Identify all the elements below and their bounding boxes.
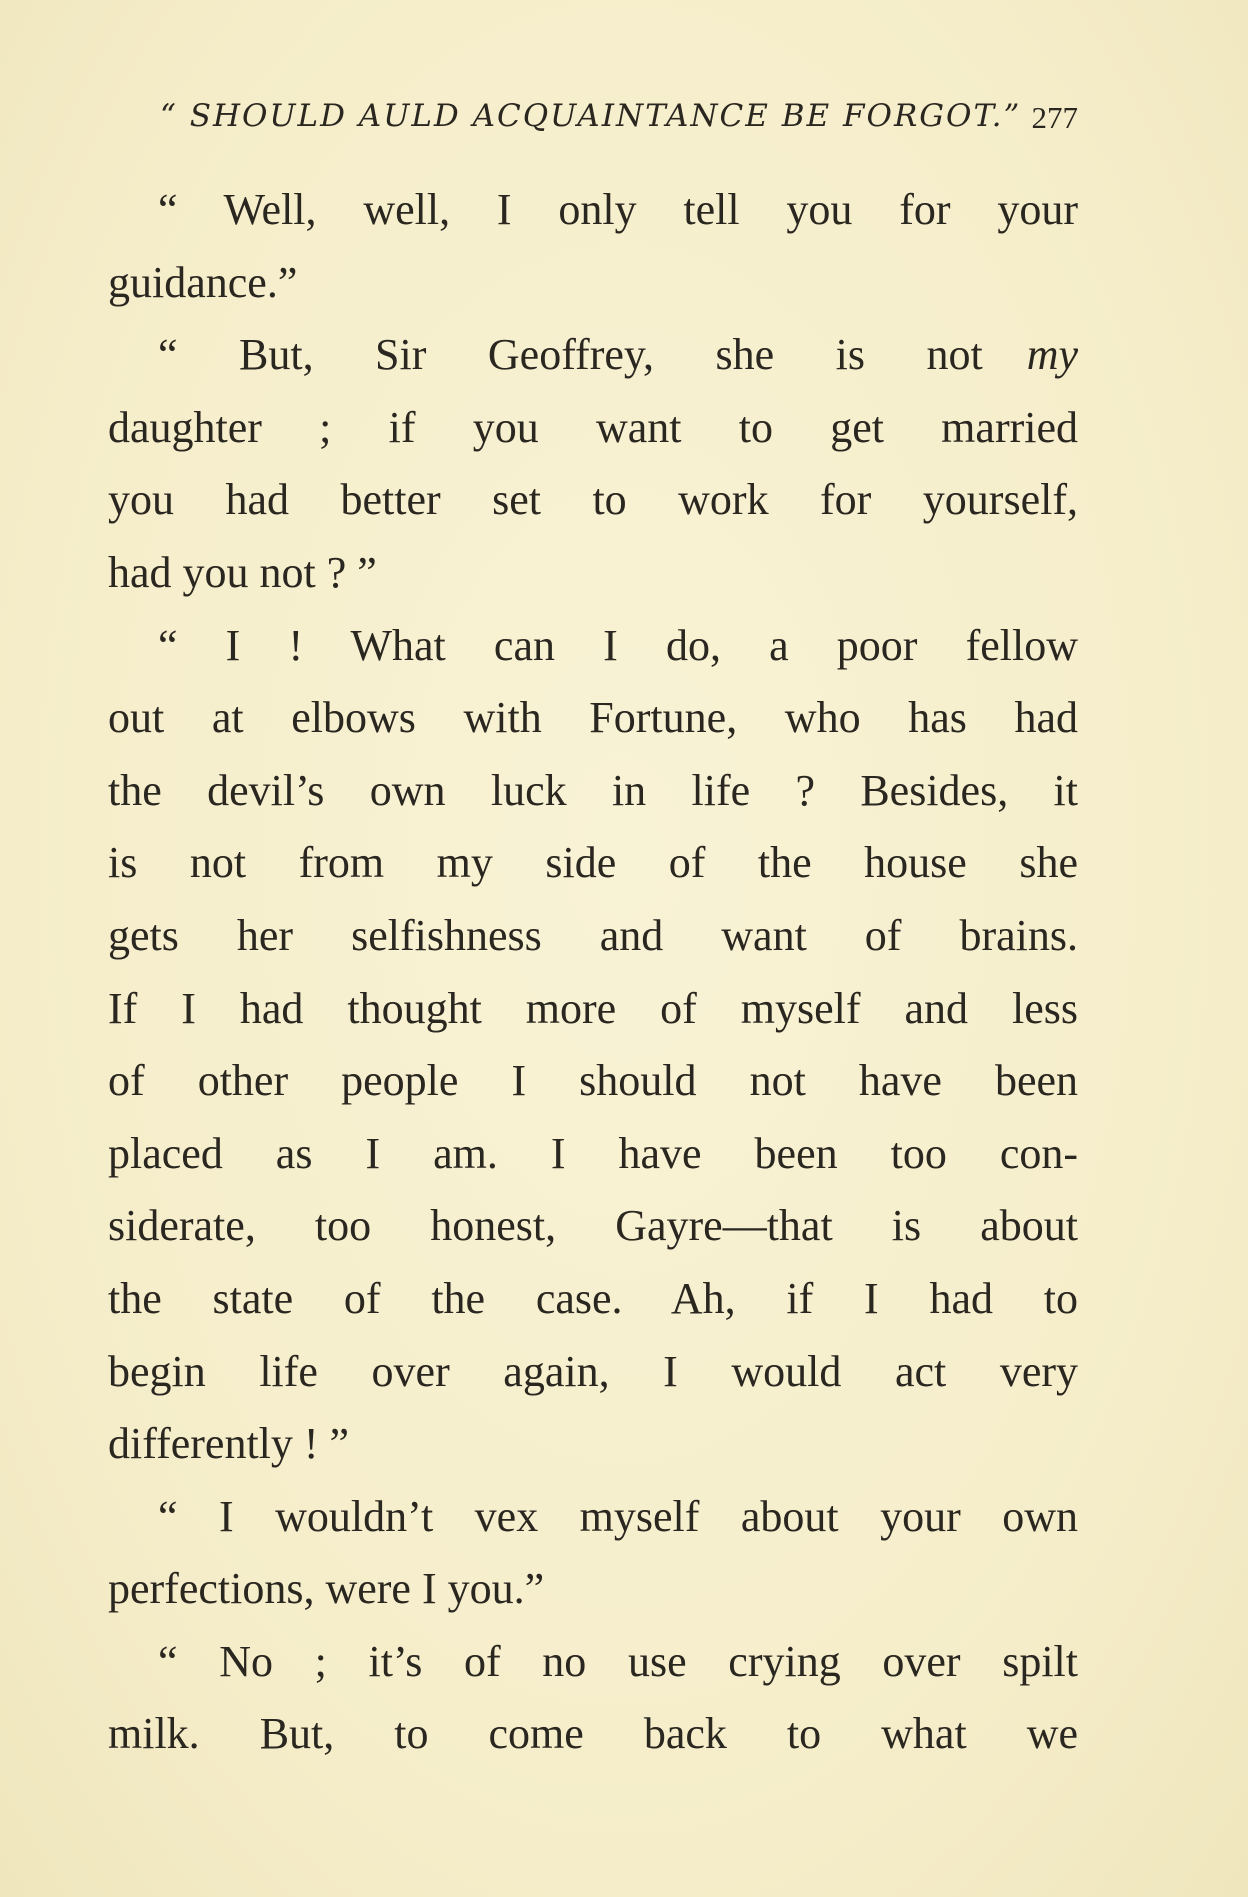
- text-line: begin life over again, I would act very: [108, 1346, 1078, 1396]
- text-line: “ I wouldn’t vex myself about your own: [158, 1491, 1078, 1541]
- text-line-segment: “ But, Sir Geoffrey, she is not: [158, 330, 983, 380]
- emphasis-word: my: [1026, 330, 1078, 380]
- text-line: “ I ! What can I do, a poor fellow: [158, 620, 1078, 670]
- running-title: “ SHOULD AULD ACQUAINTANCE BE FORGOT.”: [160, 98, 1022, 134]
- text-line: had you not ? ”: [108, 547, 377, 597]
- text-line: out at elbows with Fortune, who has had: [108, 693, 1078, 743]
- text-line: placed as I am. I have been too con-: [108, 1128, 1078, 1178]
- text-line: milk. But, to come back to what we: [108, 1709, 1078, 1759]
- text-line: the state of the case. Ah, if I had to: [108, 1273, 1078, 1323]
- text-line: you had better set to work for yourself,: [108, 475, 1078, 525]
- text-line: is not from my side of the house she: [108, 838, 1078, 888]
- text-line: perfections, were I you.”: [108, 1564, 545, 1614]
- text-line: the devil’s own luck in life ? Besides, it: [108, 765, 1078, 815]
- text-line: “ Well, well, I only tell you for your: [158, 185, 1078, 234]
- text-line: If I had thought more of myself and less: [108, 983, 1078, 1033]
- text-line: differently ! ”: [108, 1419, 350, 1469]
- text-line: of other people I should not have been: [108, 1056, 1078, 1106]
- text-line: guidance.”: [108, 257, 298, 307]
- text-line: daughter ; if you want to get married: [108, 402, 1078, 452]
- text-line: “ No ; it’s of no use crying over spilt: [158, 1636, 1078, 1686]
- text-line: [108, 319, 1078, 392]
- running-header: [140, 92, 1080, 142]
- page-number: 277: [1031, 100, 1078, 135]
- text-line: gets her selfishness and want of brains.: [108, 910, 1078, 960]
- text-line: siderate, too honest, Gayre—that is about: [108, 1201, 1078, 1251]
- body-text: [108, 174, 1078, 1771]
